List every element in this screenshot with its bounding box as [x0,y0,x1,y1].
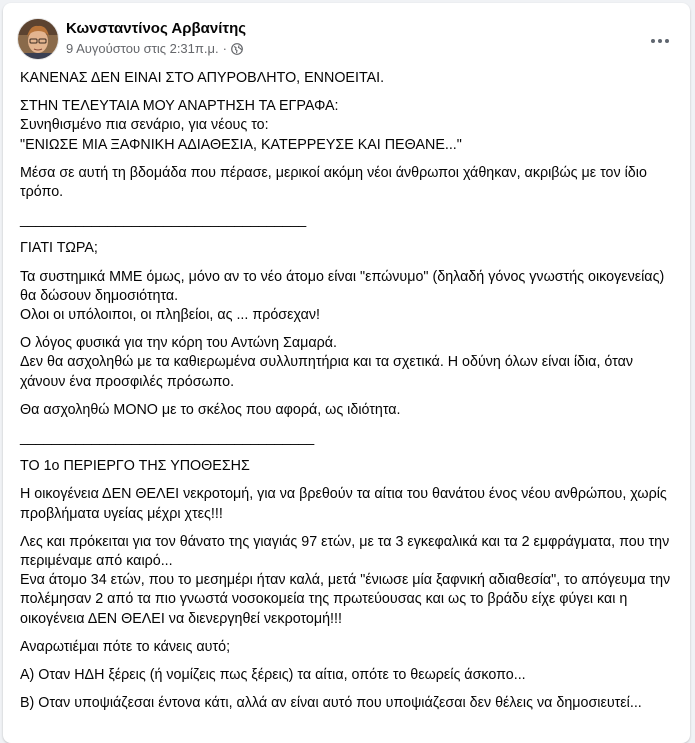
paragraph-2: ΣΤΗΝ ΤΕΛΕΥΤΑΙΑ ΜΟΥ ΑΝΑΡΤΗΣΗ ΤΑ ΕΓΡΑΦΑ: Συνηθισμένο πια σενάριο, για νέους το: "ΕΝΙΩΣΕ ΜΙΑ ΞΑΦΝΙΚΗ ΑΔΙΑΘΕΣΙΑ, ΚΑΤΕΡΡΕΥΣΕ ΚΑΙ ΠΕΘΑΝΕ..." [20,98,462,153]
paragraph-6: Ο λόγος φυσικά για την κόρη του Αντώνη Σαμαρά. Δεν θα ασχοληθώ με τα καθιερωμένα συλλυπητήρια και τα σχετικά. Η οδύνη όλων είναι ίδια, όταν χάνουν ένα προσφιλές πρόσωπο. [20,335,633,390]
more-options-button[interactable] [642,23,678,59]
paragraph-10: Λες και πρόκειται για τον θάνατο της γιαγιάς 97 ετών, με τα 3 εγκεφαλικά και τα 2 εμφράγματα, που την περιμέναμε από καιρό... Ενα άτομο 34 ετών, που το μεσημέρι ήταν καλά, μετά "ένιωσε μία ξαφνική αδιαθεσία", το απόγευμα την πολέμησαν 2 από τα πιο γνωστά νοσοκομεία της πρωτεύουσας και ως το βράδυ είχε φύγει και η οικογένεια ΔΕΝ ΘΕΛΕΙ να διενεργηθεί νεκροτομή!!! [20,533,671,627]
paragraph-5: Τα συστημικά ΜΜΕ όμως, μόνο αν το νέο άτομο είναι "επώνυμο" (δηλαδή γόνος γνωστής οικογενείας) θα δώσουν δημοσιότητα. Ολοι οι υπόλοιποι, οι πληβείοι, ας ... πρόσεχαν! [20,268,665,324]
paragraph-3: Μέσα σε αυτή τη βδομάδα που πέρασε, μερικοί ακόμη νέοι άνθρωποι χάθηκαν, ακριβώς με τον ίδιο τρόπο. [20,164,647,201]
post-card [3,3,690,743]
avatar-image [18,19,58,59]
paragraph-12: Α) Οταν ΗΔΗ ξέρεις (ή νομίζεις πως ξέρεις) τα αίτια, οπότε το θεωρείς άσκοπο... [20,667,526,684]
post-meta [66,41,243,56]
avatar[interactable] [17,18,59,60]
paragraph-1: ΚΑΝΕΝΑΣ ΔΕΝ ΕΙΝΑΙ ΣΤΟ ΑΠΥΡΟΒΛΗΤΟ, ΕΝΝΟΕΙΤΑΙ. [20,70,385,86]
paragraph-7: Θα ασχοληθώ ΜΟΝΟ με το σκέλος που αφορά, ως ιδιότητα. [20,401,401,418]
text-divider-2: _____________________________________ [20,430,315,447]
author-name[interactable]: Κωνσταντίνος Αρβανίτης [66,20,247,37]
paragraph-4: ΓΙΑΤΙ ΤΩΡΑ; [20,240,98,257]
post-timestamp[interactable]: 9 Αυγούστου στις 2:31π.μ. [66,41,219,56]
meta-separator: · [222,41,227,56]
paragraph-9: Η οικογένεια ΔΕΝ ΘΕΛΕΙ νεκροτομή, για να βρεθούν τα αίτια του θανάτου ένος νέου ανθρώπου, χωρίς προβλήματα υγείας μέχρι χτες!!! [20,486,667,522]
paragraph-8: ΤΟ 1ο ΠΕΡΙΕΡΓΟ ΤΗΣ ΥΠΟΘΕΣΗΣ [20,458,250,475]
post-header [3,3,690,67]
more-horizontal-icon [651,39,669,43]
paragraph-11: Αναρωτιέμαι πότε το κάνεις αυτό; [20,638,231,655]
paragraph-13: Β) Οταν υποψιάζεσαι έντονα κάτι, αλλά αν είναι αυτό που υποψιάζεσαι δεν θέλεις να δημοσιευτεί... [20,695,642,712]
text-divider-1: ____________________________________ [20,212,307,229]
post-body [20,69,680,722]
globe-icon[interactable] [231,43,243,55]
